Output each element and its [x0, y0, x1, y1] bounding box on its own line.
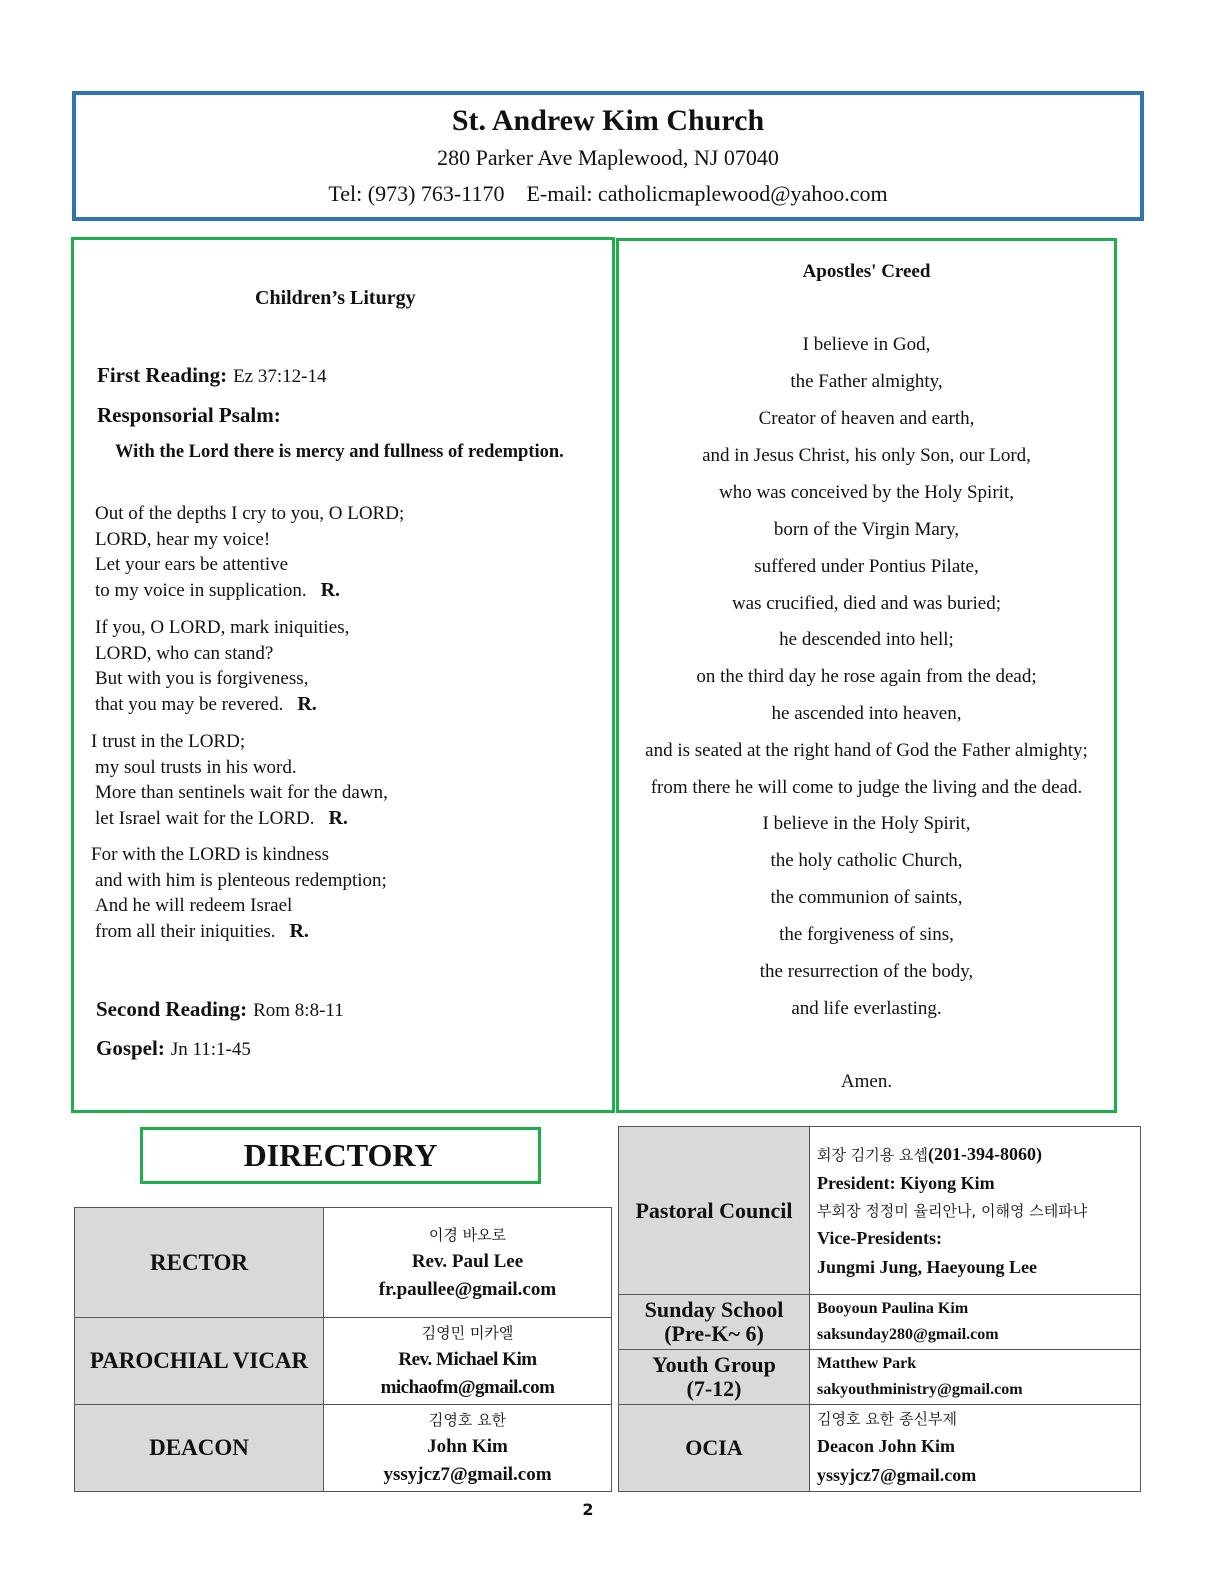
info-cell: [324, 1405, 612, 1492]
info-cell: [810, 1295, 1141, 1350]
childrens-liturgy-panel: [71, 237, 615, 1113]
verse-line: For with the LORD is kindness: [91, 844, 330, 865]
vp-label: Vice-Presidents:: [817, 1227, 942, 1248]
second-reading-ref: Rom 8:8-11: [253, 1000, 344, 1021]
role-line: (Pre-K~ 6): [664, 1321, 764, 1346]
creed-line: the communion of saints,: [770, 887, 963, 908]
verse-line: Out of the depths I cry to you, O LORD;: [95, 503, 405, 524]
table-row: [619, 1295, 1141, 1350]
person-name: Booyoun Paulina Kim: [817, 1300, 969, 1317]
table-row: [619, 1350, 1141, 1405]
verse-line: my soul trusts in his word.: [95, 756, 297, 778]
psalm-stanza-2: [95, 615, 349, 717]
korean-name: 부회장 정정미 율리안나, 이해영 스테파냐: [817, 1201, 1088, 1220]
info-cell: [810, 1405, 1141, 1492]
verse-line: But with you is forgiveness,: [95, 668, 309, 689]
refrain-mark: R.: [297, 692, 317, 715]
person-email[interactable]: saksunday280@gmail.com: [817, 1326, 999, 1343]
creed-line: the forgiveness of sins,: [779, 924, 954, 945]
psalm-label: Responsorial Psalm:: [97, 403, 281, 427]
korean-name: 회장 김기용 요셉: [817, 1145, 928, 1164]
role-line: (7-12): [686, 1376, 742, 1401]
creed-line: suffered under Pontius Pilate,: [754, 556, 979, 577]
directory-clergy-table: [74, 1207, 612, 1492]
gospel-label: Gospel:: [96, 1036, 165, 1060]
info-cell: [324, 1208, 612, 1318]
directory-ministries-table: [618, 1126, 1141, 1492]
church-address: 280 Parker Ave Maplewood, NJ 07040: [437, 145, 779, 170]
role-cell: PAROCHIAL VICAR: [75, 1318, 324, 1405]
apostles-creed-panel: [616, 238, 1117, 1113]
psalm-stanza-3: [91, 729, 388, 831]
person-email[interactable]: yssyjcz7@gmail.com: [383, 1464, 552, 1485]
verse-line: LORD, hear my voice!: [95, 528, 271, 550]
refrain-mark: R.: [328, 806, 348, 829]
verse-line: More than sentinels wait for the dawn,: [95, 782, 388, 803]
table-row: [75, 1405, 612, 1492]
korean-name: 이경 바오로: [428, 1225, 507, 1244]
verse-line: LORD, who can stand?: [95, 642, 274, 664]
creed-line: I believe in God,: [802, 334, 931, 355]
table-row: [619, 1127, 1141, 1295]
verse-line: I trust in the LORD;: [91, 731, 246, 752]
korean-name: 김영호 요한: [428, 1411, 507, 1429]
creed-line: he descended into hell;: [779, 629, 954, 650]
table-row: [619, 1405, 1141, 1492]
korean-name: 김영호 요한 종신부제: [817, 1410, 957, 1428]
creed-line: the resurrection of the body,: [759, 961, 974, 982]
table-row: [75, 1208, 612, 1318]
church-email: E-mail: catholicmaplewood@yahoo.com: [526, 181, 888, 206]
first-reading: [97, 362, 326, 391]
role-line: Youth Group: [652, 1352, 776, 1377]
liturgy-title: Children’s Liturgy: [255, 287, 416, 309]
church-phone: Tel: (973) 763-1170: [328, 181, 505, 206]
second-reading: [96, 996, 344, 1025]
creed-line: who was conceived by the Holy Spirit,: [719, 482, 1014, 503]
church-header: [72, 91, 1144, 221]
gospel: [96, 1035, 251, 1064]
person-name: Rev. Paul Lee: [411, 1250, 524, 1272]
creed-line: on the third day he rose again from the dead;: [696, 666, 1037, 687]
verse-line: to my voice in supplication.: [95, 579, 307, 601]
person-name: Deacon John Kim: [817, 1436, 956, 1456]
role-cell: DEACON: [75, 1405, 324, 1492]
person-name: Rev. Michael Kim: [398, 1349, 537, 1370]
role-line: Sunday School: [644, 1297, 784, 1322]
gospel-ref: Jn 11:1-45: [170, 1039, 251, 1060]
refrain-mark: R.: [289, 919, 309, 942]
psalm-stanza-4: [91, 842, 387, 944]
korean-name: 김영민 미카엘: [421, 1324, 514, 1342]
president-phone: (201-394-8060): [927, 1143, 1042, 1164]
psalm-stanza-1: [95, 501, 404, 603]
role-cell: Pastoral Council: [619, 1127, 810, 1295]
refrain-mark: R.: [320, 578, 341, 601]
creed-title: Apostles' Creed: [802, 261, 931, 282]
first-reading-label: First Reading:: [97, 363, 228, 387]
church-contact: [76, 179, 1140, 209]
creed-line: was crucified, died and was buried;: [731, 593, 1002, 614]
creed-line: the holy catholic Church,: [770, 850, 963, 871]
creed-amen: Amen.: [840, 1071, 893, 1092]
role-cell: RECTOR: [75, 1208, 324, 1318]
creed-line: the Father almighty,: [790, 371, 943, 392]
president-name: President: Kiyong Kim: [817, 1172, 995, 1193]
creed-line: and life everlasting.: [791, 998, 942, 1019]
creed-line: from there he will come to judge the living and the dead.: [650, 777, 1083, 798]
person-email[interactable]: fr.paullee@gmail.com: [378, 1278, 557, 1300]
table-row: [75, 1318, 612, 1405]
info-cell: [810, 1350, 1141, 1405]
verse-line: from all their iniquities.: [95, 920, 276, 942]
verse-line: Let your ears be attentive: [95, 554, 289, 575]
creed-line: he ascended into heaven,: [771, 703, 962, 724]
creed-line: and in Jesus Christ, his only Son, our Lord,: [702, 445, 1031, 466]
person-name: John Kim: [427, 1436, 508, 1457]
creed-line: born of the Virgin Mary,: [773, 519, 960, 540]
person-name: Matthew Park: [817, 1355, 917, 1372]
creed-line: Creator of heaven and earth,: [758, 408, 975, 429]
info-cell: [810, 1127, 1141, 1295]
person-email[interactable]: sakyouthministry@gmail.com: [817, 1381, 1023, 1398]
role-cell: OCIA: [619, 1405, 810, 1492]
second-reading-label: Second Reading:: [96, 997, 248, 1021]
verse-line: and with him is plenteous redemption;: [95, 869, 387, 891]
psalm-response: With the Lord there is mercy and fullness of redemption.: [115, 442, 564, 462]
verse-line: let Israel wait for the LORD.: [95, 807, 315, 829]
vp-names: Jungmi Jung, Haeyoung Lee: [817, 1256, 1038, 1277]
person-email[interactable]: yssyjcz7@gmail.com: [817, 1465, 977, 1485]
first-reading-ref: Ez 37:12-14: [233, 366, 327, 387]
church-name: St. Andrew Kim Church: [451, 104, 765, 137]
role-cell: [619, 1350, 810, 1405]
info-cell: [324, 1318, 612, 1405]
role-cell: [619, 1295, 810, 1350]
verse-line: And he will redeem Israel: [95, 895, 293, 916]
creed-line: and is seated at the right hand of God the Father almighty;: [645, 740, 1088, 761]
verse-line: that you may be revered.: [95, 693, 284, 715]
person-email[interactable]: michaofm@gmail.com: [380, 1377, 555, 1398]
creed-line: I believe in the Holy Spirit,: [762, 813, 971, 834]
directory-title: DIRECTORY: [140, 1127, 541, 1184]
verse-line: If you, O LORD, mark iniquities,: [95, 617, 350, 638]
page-number: 2: [582, 1500, 594, 1519]
